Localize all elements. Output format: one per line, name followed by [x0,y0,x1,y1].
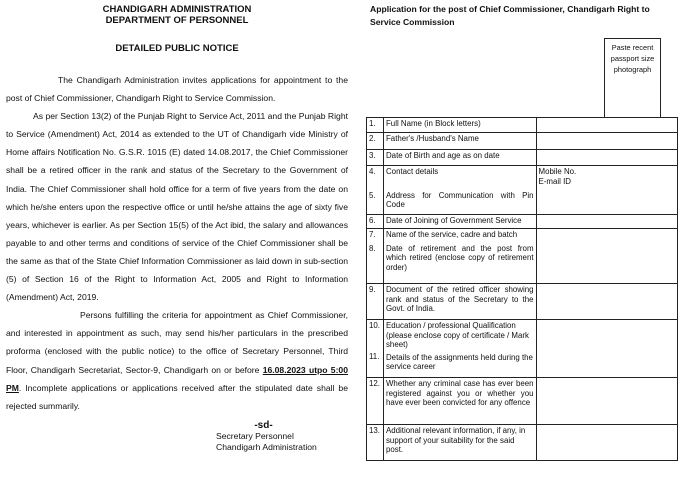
criminal-case-field[interactable] [536,378,677,425]
education-assignments-field[interactable] [536,320,677,378]
table-row: 12. Whether any criminal case has ever been registered against you or whether you have ever been convicted for any offence [367,378,678,425]
table-row: 9. Document of the retired officer showing rank and status of the Secretary to the Govt. of India. [367,284,678,320]
public-notice [6,4,348,415]
mobile-label: Mobile No. [538,167,577,176]
table-row: 4. 5. Contact details Address for Communication with Pin Code Mobile No. E-mail ID [367,166,678,215]
application-form [366,0,678,455]
table-row: 1. Full Name (in Block letters) [367,118,678,133]
application-table [366,117,678,461]
photo-placeholder: Paste recent passport size photograph [604,38,661,118]
field-label: Father's /Husband's Name [383,133,536,150]
notice-paragraph-1: The Chandigarh Administration invites applications for appointment to the post of Chief Commissioner, Chandigarh Right to Service Commission. [6,75,348,104]
table-row: 7. 8. Name of the service, cadre and batch Date of retirement and the post from which retired (enclose copy of retirement order) [367,229,678,284]
additional-info-field[interactable] [536,425,677,461]
notice-title: DETAILED PUBLIC NOTICE [115,43,239,54]
field-label: Address for Communication with Pin Code [385,190,534,210]
notice-paragraph-3 [6,306,348,415]
field-label: Full Name (in Block letters) [383,118,536,133]
paragraph-3-text: Persons fulfilling the criteria for appointment as Chief Commissioner, and interested in appointment as such, may send his/her particulars in the prescribed proforma (enclosed with the public notice) to the office of Secretary Personnel, Third Floor, Chandigarh Secretariat, Sector-9, Chandigarh on or before [6,310,348,375]
table-row: 13. Additional relevant information, if any, in support of your suitability for the said post. [367,425,678,461]
field-label: Whether any criminal case has ever been registered against you or whether you have ever been convicted for any offence [383,378,536,425]
table-row: 3. Date of Birth and age as on date [367,150,678,166]
paragraph-3-tail: . Incomplete applications or applications received after the stipulated date shall be rejected summarily. [6,382,348,411]
dob-age-field[interactable] [536,150,677,166]
field-label: Details of the assignments held during the service career [385,352,533,372]
email-label: E-mail ID [538,176,571,186]
field-label: Date of Birth and age as on date [383,150,536,166]
service-retirement-field[interactable] [536,229,677,284]
org-name: CHANDIGARH ADMINISTRATION [102,4,252,15]
signature-block [216,420,317,453]
field-label: Date of retirement and the post from which retired (enclose copy of retirement order) [385,243,534,272]
joining-date-field[interactable] [536,215,677,229]
field-label: Document of the retired officer showing rank and status of the Secretary to the Govt. of India. [383,284,536,320]
contact-details-field[interactable] [536,166,677,215]
field-label: Contact details [385,167,439,176]
table-row: 6. Date of Joining of Government Service [367,215,678,229]
rank-document-field[interactable] [536,284,677,320]
department-name: DEPARTMENT OF PERSONNEL [105,15,249,26]
field-label: Education / professional Qualification (please enclose copy of certificate / Mark sheet) [385,321,529,350]
field-label: Date of Joining of Government Service [383,215,536,229]
form-title: Application for the post of Chief Commissioner, Chandigarh Right to Service Commission [370,4,650,27]
deadline-text: 16.08.2023 utpo 5:00 PM [6,364,348,393]
signatory-title: Secretary Personnel [216,431,294,441]
full-name-field[interactable] [536,118,677,133]
notice-paragraph-2: As per Section 13(2) of the Punjab Right to Service Act, 2011 and the Punjab Right to Service (Amendment) Act, 2014 as extended to the UT of Chandigarh vide Ministry of Home affairs Notification No. G.S.R. 1015 (E) dated 14.08.2017, the Chief Commissioner shall be a retired officer in the rank and status of the Secretary to the Government of India. The Chief Commissioner shall hold office for a term of five years from the date on which he/she enters upon the respective office or until he/she attains the age of sixty five years, whichever is earlier. As per Section 15(5) of the Act ibid, the salary and allowances payable to and other terms and conditions of service of the Chief Commissioner shall be the same as that of the State Chief Information Commissioner as laid down in sub-section (5) of Section 16 of the Right to Information Act, 2005 and Right to Information (Amendment) Act, 2019. [6,111,348,303]
field-label: Additional relevant information, if any, in support of your suitability for the said post. [383,425,536,461]
father-husband-name-field[interactable] [536,133,677,150]
table-row: 10. 11. Education / professional Qualification (please enclose copy of certificate / Mark sheet) Details of the assignments held during the service career [367,320,678,378]
field-label: Name of the service, cadre and batch [385,230,518,239]
signature-sd: -sd- [254,420,273,431]
signatory-office: Chandigarh Administration [216,442,317,452]
table-row: 2. Father's /Husband's Name [367,133,678,150]
